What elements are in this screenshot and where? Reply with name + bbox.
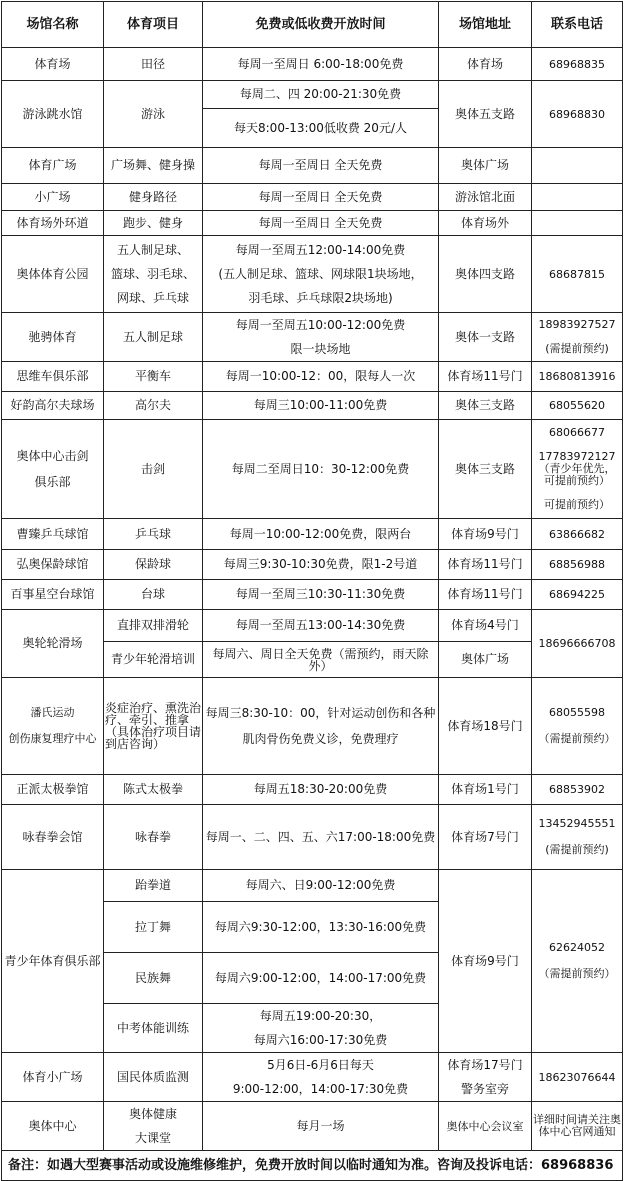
venue-address: 奥体三支路 — [439, 420, 532, 519]
table-row — [2, 550, 623, 580]
venue-phone: 68853902 — [532, 775, 623, 805]
table-row — [2, 1102, 623, 1151]
venue-time: 每周二、四 20:00-21:30免费 — [203, 81, 439, 109]
venue-name: 潘氏运动 创伤康复理疗中心 — [2, 678, 104, 775]
venue-address: 体育场 — [439, 48, 532, 81]
venue-time: 每周一10:00-12：00，限每人一次 — [203, 362, 439, 392]
venue-item: 中考体能训练 — [104, 1004, 203, 1053]
venue-phone: 68856988 — [532, 550, 623, 580]
venue-time: 每周一、二、四、五、六17:00-18:00免费 — [203, 805, 439, 870]
venue-address: 奥体五支路 — [439, 81, 532, 148]
venue-item: 广场舞、健身操 — [104, 148, 203, 184]
venue-name: 曹臻乒乓球馆 — [2, 519, 104, 550]
venue-phone — [532, 211, 623, 236]
venue-time: 5月6日-6月6日每天 9:00-12:00，14:00-17:30免费 — [203, 1053, 439, 1102]
table-row — [2, 580, 623, 610]
venue-item: 跆拳道 — [104, 870, 203, 902]
venue-name: 奥体中心 — [2, 1102, 104, 1151]
table-row — [2, 610, 623, 642]
table-row — [2, 313, 623, 362]
table-row — [2, 392, 623, 420]
venue-address: 体育场9号门 — [439, 870, 532, 1053]
venue-address: 奥体三支路 — [439, 392, 532, 420]
venue-phone: 13452945551 (需提前预约) — [532, 805, 623, 870]
table-row — [2, 519, 623, 550]
venue-phone — [532, 148, 623, 184]
venue-name: 好韵高尔夫球场 — [2, 392, 104, 420]
venue-time: 每周三9:30-10:30免费，限1-2号道 — [203, 550, 439, 580]
table-row — [2, 81, 623, 109]
header-row — [2, 2, 623, 48]
venue-name: 体育小广场 — [2, 1053, 104, 1102]
venue-time: 每周六9:00-12:00，14:00-17:00免费 — [203, 953, 439, 1004]
venue-item: 健身路径 — [104, 184, 203, 211]
note-row — [2, 1151, 623, 1181]
venue-name: 奥体体育公园 — [2, 236, 104, 313]
venue-phone: 68968835 — [532, 48, 623, 81]
venue-time: 每周二至周日10：30-12:00免费 — [203, 420, 439, 519]
venue-time: 每周一至周三10:30-11:30免费 — [203, 580, 439, 610]
venue-time: 每周一10:00-12:00免费，限两台 — [203, 519, 439, 550]
venue-item: 五人制足球、 篮球、羽毛球、 网球、乒乓球 — [104, 236, 203, 313]
venue-item: 直排双排滑轮 — [104, 610, 203, 642]
venue-name: 奥体中心击剑 俱乐部 — [2, 420, 104, 519]
venue-phone: 68066677 17783972127 （青少年优先， 可提前预约） 可提前预约） — [532, 420, 623, 519]
venue-phone: 62624052 （需提前预约） — [532, 870, 623, 1053]
table-row — [2, 420, 623, 519]
venue-time: 每周一至周五13:00-14:30免费 — [203, 610, 439, 642]
venue-name: 小广场 — [2, 184, 104, 211]
venue-time: 每周一至周日 全天免费 — [203, 211, 439, 236]
table-row — [2, 678, 623, 775]
venue-time: 每天8:00-13:00低收费 20元/人 — [203, 109, 439, 148]
header-address: 场馆地址 — [439, 2, 532, 48]
venue-time: 每周三8:30-10：00，针对运动创伤和各种 肌肉骨伤免费义诊，免费理疗 — [203, 678, 439, 775]
header-item: 体育项目 — [104, 2, 203, 48]
venue-name: 体育广场 — [2, 148, 104, 184]
venue-address: 体育场4号门 — [439, 610, 532, 642]
venue-time: 每周一至周日 全天免费 — [203, 148, 439, 184]
venue-item: 炎症治疗、熏洗治疗、牵引、推拿（具体治疗项目请到店咨询） — [104, 678, 203, 775]
venue-phone — [532, 184, 623, 211]
venue-address: 奥体四支路 — [439, 236, 532, 313]
table-row — [2, 148, 623, 184]
venue-item: 击剑 — [104, 420, 203, 519]
venue-address: 奥体中心会议室 — [439, 1102, 532, 1151]
venue-name: 咏春拳会馆 — [2, 805, 104, 870]
venue-item: 田径 — [104, 48, 203, 81]
venue-name: 正派太极拳馆 — [2, 775, 104, 805]
venue-phone: 68055598 （需提前预约） — [532, 678, 623, 775]
venue-item: 咏春拳 — [104, 805, 203, 870]
venue-time: 每周五19:00-20:30， 每周六16:00-17:30免费 — [203, 1004, 439, 1053]
venue-name: 弘奥保龄球馆 — [2, 550, 104, 580]
venue-address: 游泳馆北面 — [439, 184, 532, 211]
venue-address: 体育场11号门 — [439, 362, 532, 392]
venue-time: 每周一至周五10:00-12:00免费 限一块场地 — [203, 313, 439, 362]
venue-time: 每周三10:00-11:00免费 — [203, 392, 439, 420]
table-row — [2, 48, 623, 81]
venue-address: 奥体广场 — [439, 148, 532, 184]
venue-item: 奥体健康 大课堂 — [104, 1102, 203, 1151]
venue-time: 每周一至周日 全天免费 — [203, 184, 439, 211]
venue-item: 高尔夫 — [104, 392, 203, 420]
venue-item: 国民体质监测 — [104, 1053, 203, 1102]
venue-name: 百事星空台球馆 — [2, 580, 104, 610]
venue-time: 每周一至周五12:00-14:00免费 (五人制足球、篮球、网球限1块场地， 羽毛球、乒乓球限2块场地) — [203, 236, 439, 313]
venue-item: 游泳 — [104, 81, 203, 148]
venue-address: 奥体一支路 — [439, 313, 532, 362]
venue-time: 每周六9:30-12:00，13:30-16:00免费 — [203, 902, 439, 953]
venue-time: 每月一场 — [203, 1102, 439, 1151]
table-row — [2, 870, 623, 902]
venue-phone: 68055620 — [532, 392, 623, 420]
venue-phone: 63866682 — [532, 519, 623, 550]
venue-phone: 68694225 — [532, 580, 623, 610]
table-row — [2, 236, 623, 313]
venue-address: 体育场外 — [439, 211, 532, 236]
venue-address: 体育场17号门 警务室旁 — [439, 1053, 532, 1102]
table-row — [2, 362, 623, 392]
venue-name: 游泳跳水馆 — [2, 81, 104, 148]
header-phone: 联系电话 — [532, 2, 623, 48]
table-row — [2, 775, 623, 805]
venue-item: 拉丁舞 — [104, 902, 203, 953]
venue-item: 台球 — [104, 580, 203, 610]
venue-time: 每周六、周日全天免费（需预约，雨天除外） — [203, 642, 439, 678]
venue-phone: 18696666708 — [532, 610, 623, 678]
venue-name: 奥轮轮滑场 — [2, 610, 104, 678]
venue-item: 乒乓球 — [104, 519, 203, 550]
venue-address: 体育场1号门 — [439, 775, 532, 805]
venue-phone: 68968830 — [532, 81, 623, 148]
venue-address: 体育场7号门 — [439, 805, 532, 870]
venue-time: 每周一至周日 6:00-18:00免费 — [203, 48, 439, 81]
venue-phone: 68687815 — [532, 236, 623, 313]
venue-phone: 18623076644 — [532, 1053, 623, 1102]
venue-item: 青少年轮滑培训 — [104, 642, 203, 678]
venue-address: 体育场11号门 — [439, 550, 532, 580]
table-row — [2, 211, 623, 236]
venue-schedule-table — [1, 1, 623, 1181]
table-row — [2, 805, 623, 870]
venue-address: 奥体广场 — [439, 642, 532, 678]
venue-time: 每周六、日9:00-12:00免费 — [203, 870, 439, 902]
venue-item: 平衡车 — [104, 362, 203, 392]
venue-time: 每周五18:30-20:00免费 — [203, 775, 439, 805]
table-row — [2, 184, 623, 211]
venue-phone: 18680813916 — [532, 362, 623, 392]
venue-address: 体育场9号门 — [439, 519, 532, 550]
footnote: 备注：如遇大型赛事活动或设施维修维护，免费开放时间以临时通知为准。咨询及投诉电话：68968836 — [2, 1151, 623, 1181]
venue-item: 跑步、健身 — [104, 211, 203, 236]
venue-name: 思维车俱乐部 — [2, 362, 104, 392]
venue-item: 五人制足球 — [104, 313, 203, 362]
venue-address: 体育场11号门 — [439, 580, 532, 610]
header-venue: 场馆名称 — [2, 2, 104, 48]
header-time: 免费或低收费开放时间 — [203, 2, 439, 48]
venue-phone: 18983927527 (需提前预约) — [532, 313, 623, 362]
venue-item: 民族舞 — [104, 953, 203, 1004]
venue-item: 保龄球 — [104, 550, 203, 580]
venue-phone: 详细时间请关注奥体中心官网通知 — [532, 1102, 623, 1151]
venue-name: 青少年体育俱乐部 — [2, 870, 104, 1053]
venue-address: 体育场18号门 — [439, 678, 532, 775]
venue-item: 陈式太极拳 — [104, 775, 203, 805]
venue-name: 驰骋体育 — [2, 313, 104, 362]
venue-name: 体育场 — [2, 48, 104, 81]
venue-name: 体育场外环道 — [2, 211, 104, 236]
table-row — [2, 1053, 623, 1102]
